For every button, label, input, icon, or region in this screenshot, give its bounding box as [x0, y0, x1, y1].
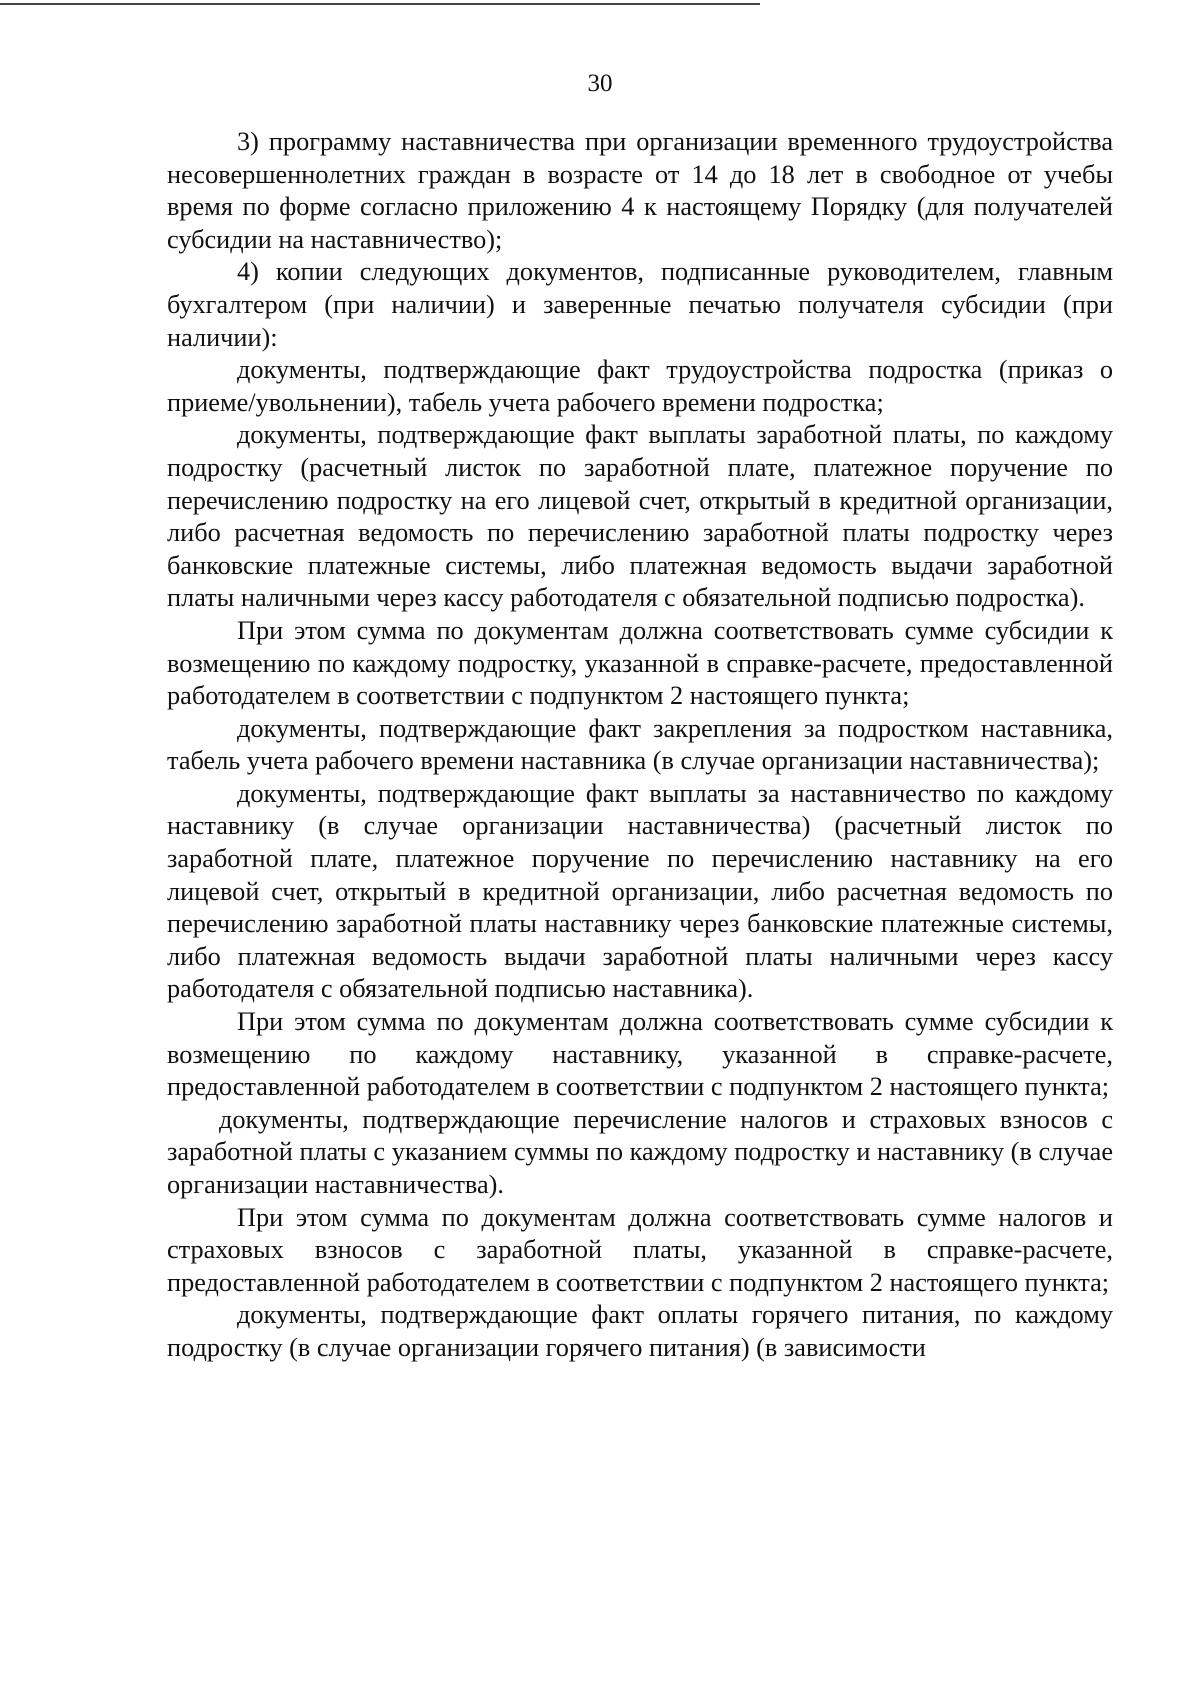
- paragraph-teen-employment-docs: документы, подтверждающие факт трудоустройства подростка (приказ о приеме/увольнении), табель учета рабочего времени подростка;: [167, 355, 1113, 417]
- paragraph-mentor-sum-condition: При этом сумма по документам должна соответствовать сумме субсидии к возмещению по каждому наставнику, указанной в справке-расчете, предоставленной работодателем в соответствии с подпунктом 2 настоящего пункта;: [167, 1007, 1113, 1102]
- scan-edge-line: [0, 3, 760, 5]
- paragraph-item-4-document-copies: 4) копии следующих документов, подписанные руководителем, главным бухгалтером (при наличии) и заверенные печатью получателя субсидии (при наличии):: [167, 257, 1113, 352]
- paragraph-teen-sum-condition: При этом сумма по документам должна соответствовать сумме субсидии к возмещению по каждому подростку, указанной в справке-расчете, предоставленной работодателем в соответствии с подпунктом 2 настоящего пункта;: [167, 615, 1113, 711]
- paragraph-taxes-docs: документы, подтверждающие перечисление налогов и страховых взносов с заработной платы с указанием суммы по каждому подростку и наставнику (в случае организации наставничества).: [167, 1104, 1113, 1199]
- paragraph-mentor-assignment-docs: документы, подтверждающие факт закрепления за подростком наставника, табель учета рабочего времени наставника (в случае организации наставничества);: [167, 713, 1113, 776]
- paragraph-mentor-payment-docs: документы, подтверждающие факт выплаты за наставничество по каждому наставнику (в случае организации наставничества) (расчетный листок по заработной плате, платежное поручение по перечислению наставнику на его лицевой счет, открытый в кредитной организации, либо расчетная ведомость по перечислению заработной платы наставнику через банковские платежные системы, либо платежная ведомость выдачи заработной платы наличными через кассу работодателя с обязательной подписью наставника).: [167, 778, 1113, 1004]
- page-number: 30: [587, 70, 613, 97]
- paragraph-item-3-mentorship-program: 3) программу наставничества при организации временного трудоустройства несовершеннолетних граждан в возрасте от 14 до 18 лет в свободное от учебы время по форме согласно приложению 4 к настоящему Порядку (для получателей субсидии на наставничество);: [167, 127, 1113, 254]
- paragraph-meals-payment-docs: документы, подтверждающие факт оплаты горячего питания, по каждому подростку (в случае организации горячего питания) (в зависимости: [167, 1300, 1113, 1362]
- paragraph-taxes-sum-condition: При этом сумма по документам должна соответствовать сумме налогов и страховых взносов с заработной платы, указанной в справке-расчете, предоставленной работодателем в соответствии с подпунктом 2 настоящего пункта;: [167, 1202, 1113, 1297]
- paragraph-teen-salary-docs: документы, подтверждающие факт выплаты заработной платы, по каждому подростку (расчетный листок по заработной плате, платежное поручение по перечислению подростку на его лицевой счет, открытый в кредитной организации, либо расчетная ведомость по перечислению заработной платы подростку через банковские платежные системы, либо платежная ведомость выдачи заработной платы наличными через кассу работодателя с обязательной подписью подростка).: [167, 420, 1113, 613]
- document-body: [167, 126, 1113, 1365]
